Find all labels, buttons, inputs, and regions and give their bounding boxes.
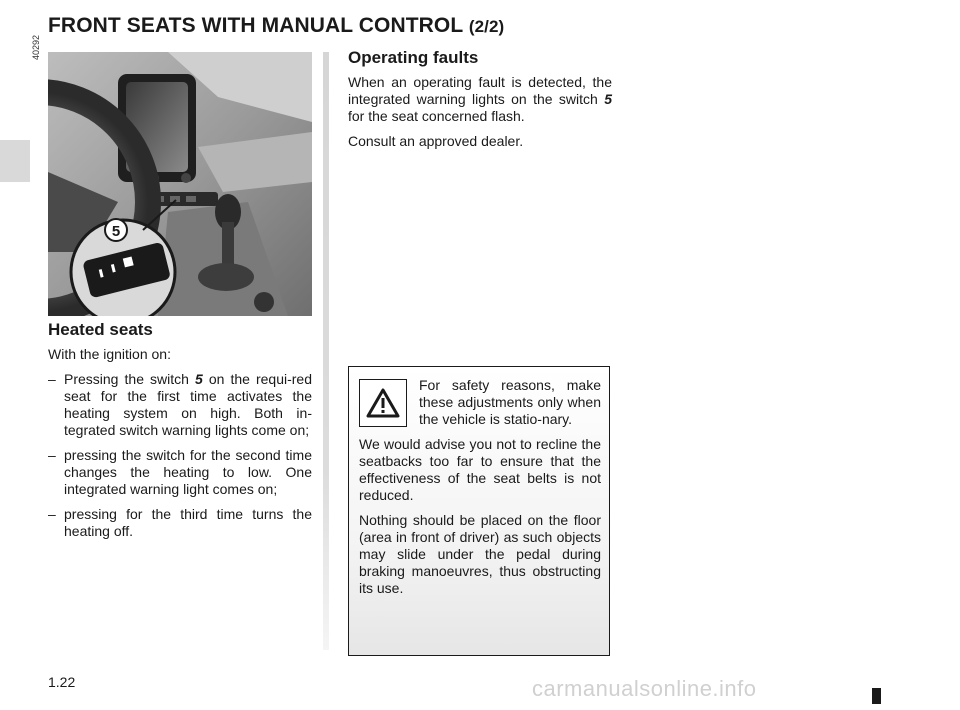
paragraph-text: for the seat concerned flash. [348,108,525,124]
switch-reference: 5 [194,371,203,387]
warning-box [348,366,610,656]
dash-mark: – [48,447,56,463]
warning-lead: For safety reasons, make these adjustments only when the vehicle is statio-nary. [419,377,601,427]
callout-label: 5 [111,223,121,240]
heated-seats-title: Heated seats [48,320,153,339]
watermark: carmanualsonline.info [532,676,757,701]
warning-floor: Nothing should be placed on the floor (area in front of driver) as such objects may slide under the pedal during braking manoeuvres, thus obstructing its use. [359,512,601,596]
warning-recline: We would advise you not to recline the seatbacks too far to ensure that the effectiveness of the seat belts is not reduced. [359,436,601,503]
dash-mark: – [48,506,56,522]
operating-faults-title: Operating faults [348,48,479,67]
list-item-text: on the requi-red seat for the first time activates the heating system on high. Both in-tegrated switch warning lights come on; [64,371,312,438]
page-number: 1.22 [48,674,76,690]
switch-reference: 5 [604,91,612,107]
heated-seats-section [48,320,312,548]
paragraph-text: When an operating fault is detected, the integrated warning lights on the switch [348,74,612,107]
operating-faults-text [348,74,612,125]
section-side-tab [0,140,30,182]
page-part: (2/2) [468,17,505,36]
list-item [48,447,312,498]
list-item [48,506,312,540]
list-item-text: pressing the switch for the second time changes the heating to low. One integrated warning light comes on; [64,447,312,497]
operating-faults-section [348,48,612,158]
dash-mark: – [48,371,56,387]
list-item-text: pressing for the third time turns the heating off. [64,506,312,539]
page-title [48,14,504,38]
corner-mark [872,688,881,704]
warning-header [359,377,601,428]
warning-triangle-icon [366,388,400,418]
list-item [48,371,312,439]
heated-seats-list [48,371,312,540]
list-item-text: Pressing the switch [64,371,195,387]
warning-icon-frame [359,379,407,427]
column-divider [323,52,329,650]
dealer-advice: Consult an approved dealer. [348,133,524,149]
heated-seats-intro: With the ignition on: [48,346,171,362]
page-title-text: FRONT SEATS WITH MANUAL CONTROL [48,14,463,37]
dashboard-figure [48,52,312,316]
dashboard-illustration [48,52,312,316]
figure-code: 40292 [31,34,41,60]
